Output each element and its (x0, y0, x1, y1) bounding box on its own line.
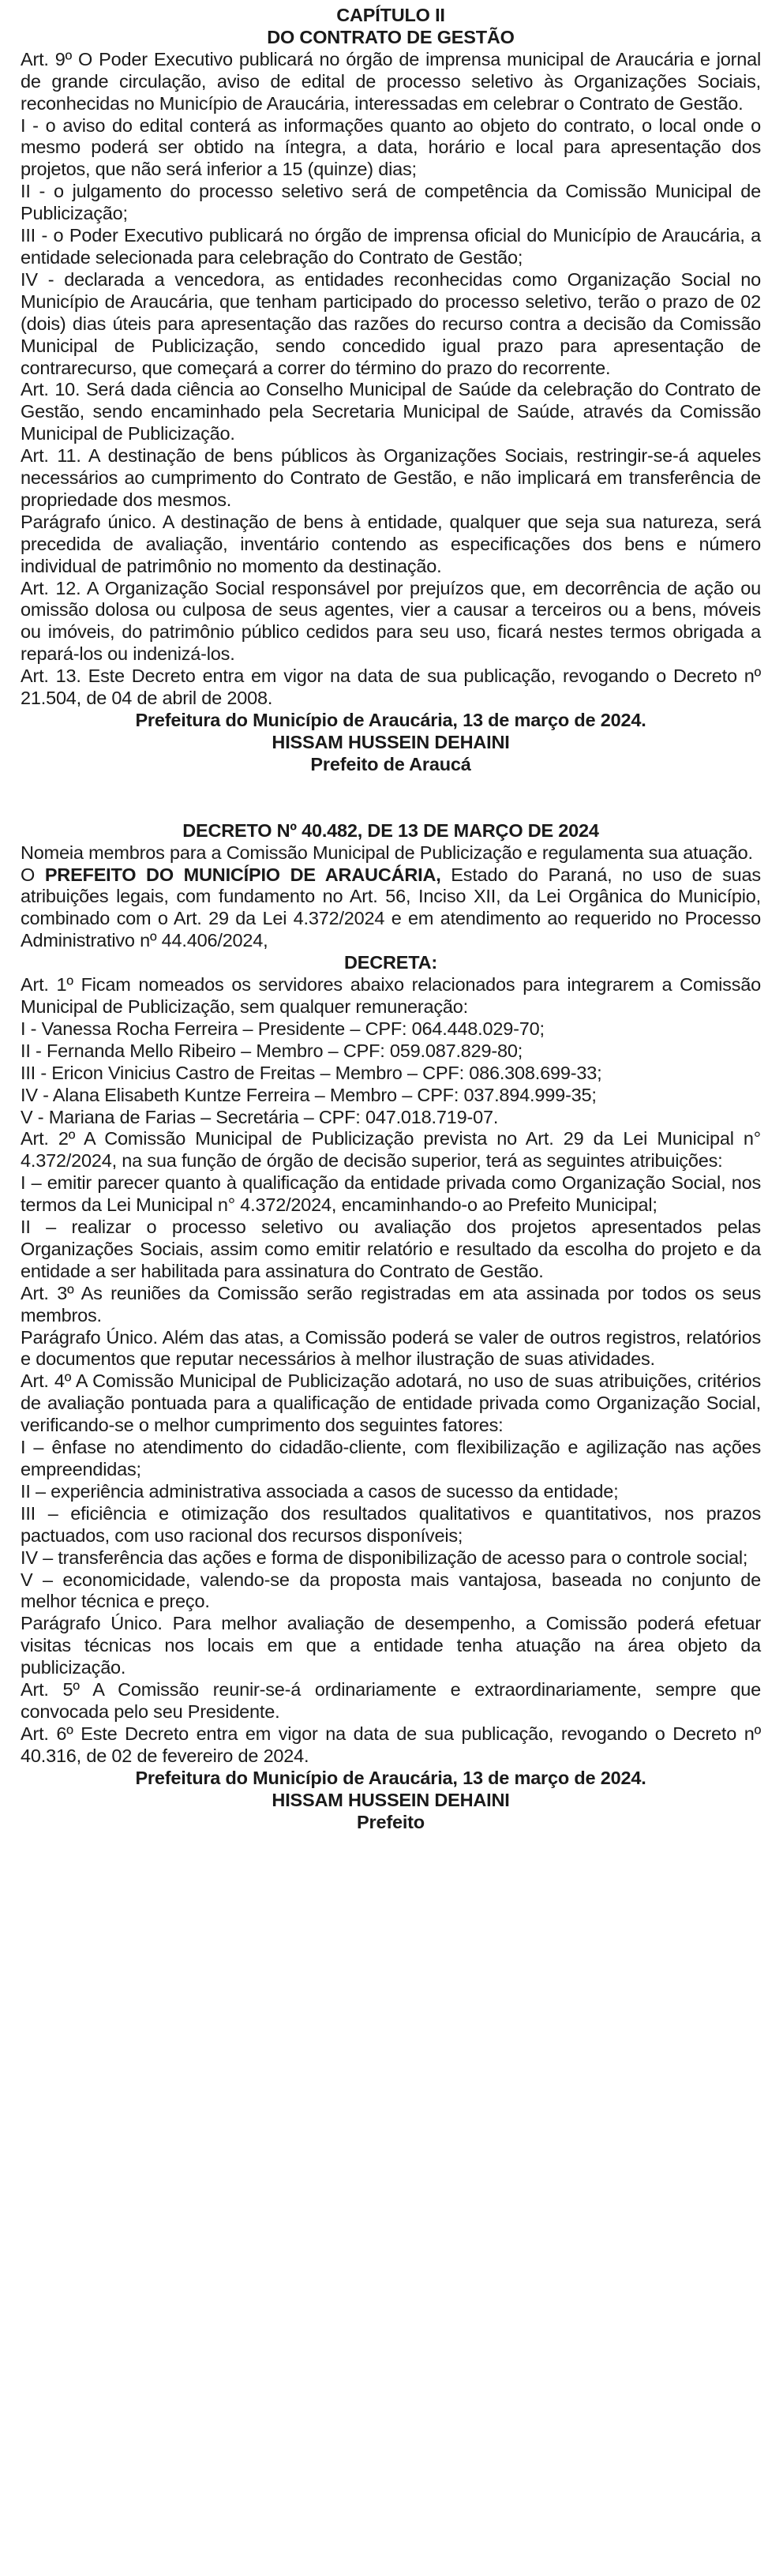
paragraph: IV - Alana Elisabeth Kuntze Ferreira – Membro – CPF: 037.894.999-35; (21, 1084, 597, 1105)
paragraph: Parágrafo Único. Além das atas, a Comissão poderá se valer de outros registros, relatórios e documentos que reputar necessários à melhor ilustração de suas atividades. (21, 1326, 761, 1370)
preamble-text: Estado do Paraná, no uso de suas atribuições legais, com fundamento no Art. 56, Inciso XII, da Lei Orgânica do Município, combinado com o Art. 29 da Lei 4.372/2024 e em atendimento ao requerido no Processo Administrativo nº 44.406/2024, (21, 864, 761, 951)
paragraph: Art. 9º O Poder Executivo publicará no órgão de imprensa municipal de Araucária e jornal de grande circulação, aviso de edital de processo seletivo às Organizações Sociais, reconhecidas no Município de Araucária, interessadas em celebrar o Contrato de Gestão. (21, 48, 761, 114)
preamble-authority: PREFEITO DO MUNICÍPIO DE ARAUCÁRIA, (44, 864, 441, 885)
signature-block-1 (21, 710, 761, 776)
paragraph: Art. 4º A Comissão Municipal de Publicização adotará, no uso de suas atribuições, critérios de avaliação pontuada para a qualificação de entidade privada como Organização Social, verificando-se o melhor cumprimento dos seguintes fatores: (21, 1370, 761, 1436)
paragraph: Parágrafo Único. Para melhor avaliação de desempenho, a Comissão poderá efetuar visitas técnicas nos locais em que a entidade tenha atuação na área objeto da publicização. (21, 1613, 761, 1678)
section1-body (21, 49, 761, 710)
paragraph: V - Mariana de Farias – Secretária – CPF: 047.018.719-07. (21, 1106, 499, 1127)
paragraph: Art. 12. A Organização Social responsável por prejuízos que, em decorrência de ação ou omissão dolosa ou culposa de seus agentes, vier a causar a terceiros ou a bens, móveis ou imóveis, do patrimônio público cedidos para seu uso, ficará nestes termos obrigada a repará-los ou indenizá-los. (21, 577, 761, 665)
paragraph: IV - declarada a vencedora, as entidades reconhecidas como Organização Social no Município de Araucária, que tenham participado do processo seletivo, terão o prazo de 02 (dois) dias úteis para apresentação das razões do recurso contra a decisão da Comissão Municipal de Publicização, sendo concedido igual prazo para apresentação de contrarecurso, que começará a correr do término do prazo do recorrente. (21, 268, 761, 378)
preamble-prefix: O (21, 864, 45, 885)
paragraph: Art. 2º A Comissão Municipal de Publicização prevista no Art. 29 da Lei Municipal n° 4.372/2024, na sua função de órgão de decisão superior, terá as seguintes atribuições: (21, 1128, 761, 1172)
paragraph: Parágrafo único. A destinação de bens à entidade, qualquer que seja sua natureza, será precedida de avaliação, inventário contendo as especificações dos bens e número individual de patrimônio no momento da destinação. (21, 511, 761, 576)
paragraph: Art. 13. Este Decreto entra em vigor na data de sua publicação, revogando o Decreto nº 21.504, de 04 de abril de 2008. (21, 666, 761, 709)
paragraph: Art. 1º Ficam nomeados os servidores abaixo relacionados para integrarem a Comissão Municipal de Publicização, sem qualquer remuneração: (21, 974, 761, 1017)
paragraph: II - o julgamento do processo seletivo será de competência da Comissão Municipal de Publicização; (21, 181, 761, 224)
paragraph: III - o Poder Executivo publicará no órgão de imprensa oficial do Município de Araucária, a entidade selecionada para celebração do Contrato de Gestão; (21, 225, 761, 268)
paragraph: II – realizar o processo seletivo ou avaliação dos projetos apresentados pelas Organizações Sociais, assim como emitir relatório e resultado da escolha do projeto e da entidade a ser habilitada para assinatura do Contrato de Gestão. (21, 1217, 761, 1281)
signature-place-date: Prefeitura do Município de Araucária, 13 de março de 2024. (135, 710, 646, 730)
chapter-title: CAPÍTULO II (336, 5, 445, 25)
signature-role: Prefeito de Araucá (310, 753, 471, 774)
paragraph: V – economicidade, valendo-se da proposta mais vantajosa, baseada no conjunto de melhor técnica e preço. (21, 1569, 761, 1612)
decree-ementa: Nomeia membros para a Comissão Municipal de Publicização e regulamenta sua atuação. (21, 842, 753, 863)
decree-title: DECRETO Nº 40.482, DE 13 DE MARÇO DE 2024 (182, 819, 599, 841)
paragraph: I - Vanessa Rocha Ferreira – Presidente – CPF: 064.448.029-70; (21, 1018, 545, 1039)
signature-name: HISSAM HUSSEIN DEHAINI (272, 1789, 510, 1810)
signature-name: HISSAM HUSSEIN DEHAINI (272, 731, 510, 752)
decree-preamble (21, 864, 761, 953)
signature-role: Prefeito (357, 1811, 425, 1832)
paragraph: Art. 10. Será dada ciência ao Conselho Municipal de Saúde da celebração do Contrato de Gestão, sendo encaminhado pela Secretaria Municipal de Saúde, através da Comissão Municipal de Publicização. (21, 379, 761, 444)
paragraph: Art. 11. A destinação de bens públicos às Organizações Sociais, restringir-se-á aqueles necessários ao cumprimento do Contrato de Gestão, e não implicará em transferência de propriedade dos mesmos. (21, 445, 761, 510)
signature-place-date: Prefeitura do Município de Araucária, 13 de março de 2024. (135, 1767, 646, 1788)
paragraph: II - Fernanda Mello Ribeiro – Membro – CPF: 059.087.829-80; (21, 1040, 523, 1061)
paragraph: III – eficiência e otimização dos resultados qualitativos e quantitativos, nos prazos pactuados, com uso racional dos recursos disponíveis; (21, 1502, 761, 1546)
section-gap (21, 776, 761, 820)
signature-block-2 (21, 1768, 761, 1834)
chapter-subtitle: DO CONTRATO DE GESTÃO (267, 26, 515, 47)
decreta-heading: DECRETA: (343, 952, 438, 973)
paragraph: Art. 6º Este Decreto entra em vigor na data de sua publicação, revogando o Decreto nº 40.316, de 02 de fevereiro de 2024. (21, 1723, 761, 1766)
paragraph: I – ênfase no atendimento do cidadão-cliente, com flexibilização e agilização nas ações empreendidas; (21, 1437, 761, 1479)
paragraph: Art. 5º A Comissão reunir-se-á ordinariamente e extraordinariamente, sempre que convocada pelo seu Presidente. (21, 1679, 761, 1722)
paragraph: IV – transferência das ações e forma de disponibilização de acesso para o controle social; (21, 1547, 748, 1568)
paragraph: III - Ericon Vinicius Castro de Freitas – Membro – CPF: 086.308.699-33; (21, 1062, 602, 1083)
paragraph: Art. 3º As reuniões da Comissão serão registradas em ata assinada por todos os seus membros. (21, 1282, 761, 1325)
paragraph: I – emitir parecer quanto à qualificação da entidade privada como Organização Social, nos termos da Lei Municipal n° 4.372/2024, encaminhando-o ao Prefeito Municipal; (21, 1172, 761, 1216)
paragraph: II – experiência administrativa associada a casos de sucesso da entidade; (21, 1480, 619, 1502)
paragraph: I - o aviso do edital conterá as informações quanto ao objeto do contrato, o local onde o mesmo poderá ser obtido na íntegra, a data, horário e local para apresentação dos projetos, que não será inferior a 15 (quinze) dias; (21, 114, 761, 180)
section2-body (21, 974, 761, 1768)
